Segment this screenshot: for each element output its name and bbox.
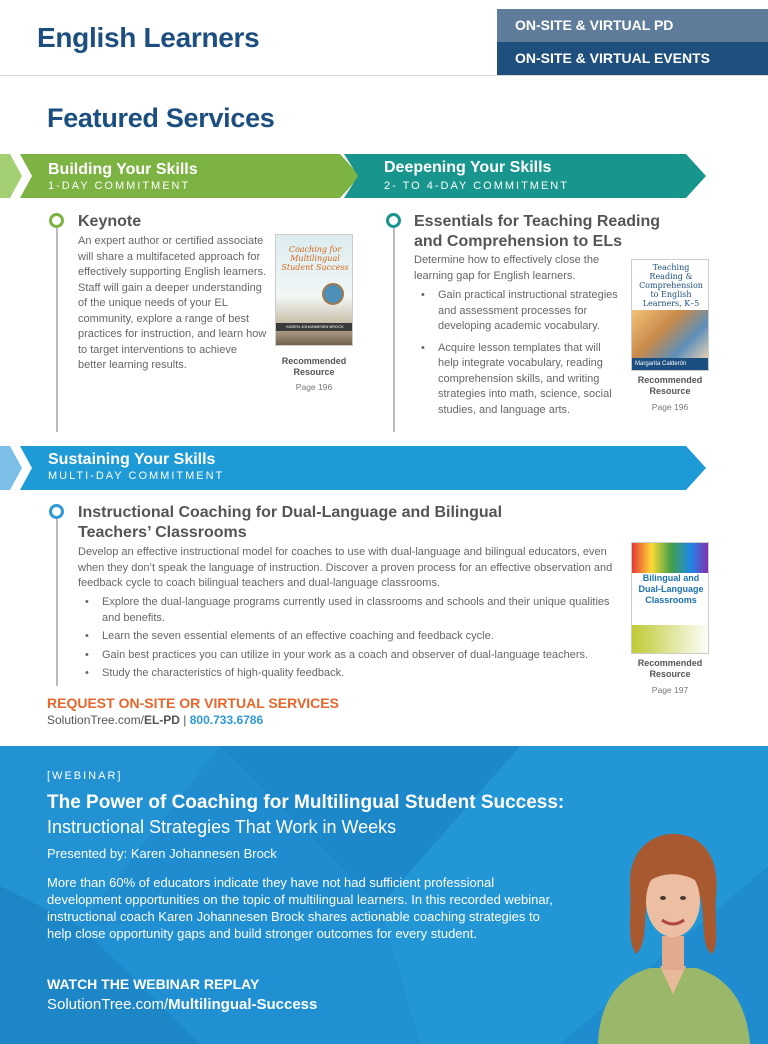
essentials-timeline: [393, 228, 395, 432]
book-cover-bilingual-dual-language[interactable]: [631, 542, 709, 654]
contact-separator: |: [183, 713, 187, 727]
coaching-bullet-list: [78, 595, 613, 685]
sustaining-banner-title: Sustaining Your Skills: [48, 451, 216, 468]
keynote-description: An expert author or certified associate will share a multifaceted approach for effectively supporting English learners. Staff will gain a deeper understanding of the unique needs of your EL community, explore a range of best practices for instruction, and learn how to target interventions to achieve better learning results.: [78, 235, 267, 371]
list-item: • Learn the seven essential elements of an effective coaching and feedback cycle.: [78, 629, 613, 645]
cover-pattern: [632, 543, 709, 573]
keynote-page-ref: Page 196: [295, 382, 333, 392]
coaching-recommended-label: Recommended Resource: [637, 658, 703, 679]
globe-icon: [322, 283, 344, 305]
webinar-url-prefix[interactable]: SolutionTree.com/: [47, 996, 169, 1013]
webinar-url-path[interactable]: Multilingual-Success: [168, 996, 318, 1013]
section-title: Featured Services: [47, 103, 275, 133]
list-item: • Gain best practices you can utilize in your work as a coach and observer of dual-language teachers.: [78, 648, 613, 664]
essentials-bullet-list: [414, 288, 624, 421]
coaching-page-ref: Page 197: [651, 685, 689, 695]
essentials-recommended-label: Recommended Resource: [637, 375, 703, 396]
list-item: • Acquire lesson templates that will help integrate vocabulary, reading comprehension skills, and writing strategies into math, science, social studies, and language arts.: [414, 341, 624, 419]
book-cover-coaching-multilingual[interactable]: [275, 234, 353, 346]
header-title: English Learners: [37, 22, 260, 53]
webinar-tag: [WEBINAR]: [47, 770, 123, 782]
book-author: KAREN JOHANNESEN BROCK: [276, 323, 353, 331]
sustaining-banner: [0, 446, 706, 490]
book-author: Margarita Calderón: [632, 358, 709, 371]
coaching-title: Instructional Coaching for Dual-Language and Bilingual Teachers’ Classrooms: [78, 504, 503, 541]
book-title: Coaching for Multilingual Student Success: [281, 245, 349, 272]
watch-replay-heading: WATCH THE WEBINAR REPLAY: [47, 976, 260, 992]
list-item: • Study the characteristics of high-quality feedback.: [78, 666, 613, 682]
services-url-prefix[interactable]: SolutionTree.com/: [47, 713, 144, 727]
coaching-description: Develop an effective instructional model for coaches to use with dual-language and bilingual educators, even when they don’t speak the language of instruction. Discover a proven process for an effective observation and feedback cycle to coach bilingual teachers and dual-language classrooms.: [78, 546, 613, 589]
coaching-timeline: [56, 519, 58, 686]
coaching-bullet-icon: [49, 504, 64, 519]
deepening-banner-title: Deepening Your Skills: [384, 159, 552, 176]
list-item: • Gain practical instructional strategies and assessment processes for developing academic vocabulary.: [414, 288, 624, 335]
building-banner-subtitle: 1-DAY COMMITMENT: [48, 180, 191, 192]
essentials-page-ref: Page 196: [651, 402, 689, 412]
webinar-presenter: Presented by: Karen Johannesen Brock: [47, 846, 277, 861]
building-banner: [0, 154, 360, 198]
building-banner-title: Building Your Skills: [48, 161, 198, 178]
webinar-url[interactable]: [47, 996, 317, 1013]
presenter-photo: [588, 826, 758, 1044]
book-title: Bilingual and Dual-Language Classrooms: [638, 573, 704, 605]
cover-footer: [632, 625, 709, 654]
essentials-title: Essentials for Teaching Reading and Comprehension to ELs: [414, 213, 660, 250]
tab-onsite-virtual-pd[interactable]: ON-SITE & VIRTUAL PD: [497, 9, 768, 42]
webinar-description: More than 60% of educators indicate they have not had sufficient professional development opportunities on the topic of multilingual learners. In this recorded webinar, instructional coach Karen Johannesen Brock shares actionable coaching strategies to help close opportunity gaps and build stronger outcomes for every student.: [47, 875, 553, 941]
webinar-title: The Power of Coaching for Multilingual Student Success:: [47, 792, 565, 813]
keynote-timeline: [56, 228, 58, 432]
webinar-subtitle: Instructional Strategies That Work in Weeks: [47, 817, 397, 837]
services-url-path[interactable]: EL-PD: [143, 713, 180, 727]
sustaining-banner-subtitle: MULTI-DAY COMMITMENT: [48, 470, 225, 482]
deepening-banner: [344, 154, 706, 198]
keynote-bullet-icon: [49, 213, 64, 228]
keynote-title: Keynote: [78, 213, 142, 230]
webinar-section: [0, 746, 768, 1044]
keynote-recommended-label: Recommended Resource: [281, 356, 347, 377]
essentials-description: Determine how to effectively close the learning gap for English learners.: [414, 254, 600, 282]
phone-number[interactable]: 800.733.6786: [189, 713, 264, 727]
essentials-bullet-icon: [386, 213, 401, 228]
book-cover-teaching-reading[interactable]: [631, 259, 709, 371]
book-title: Teaching Reading & Comprehension to English Learners, K–5: [639, 263, 703, 308]
request-services-contact: [47, 713, 263, 727]
list-item: • Explore the dual-language programs currently used in classrooms and schools and their unique qualities and benefits.: [78, 595, 613, 626]
students-photo: [632, 310, 709, 358]
page-header: [0, 0, 768, 76]
tab-onsite-virtual-events[interactable]: ON-SITE & VIRTUAL EVENTS: [497, 42, 768, 75]
request-services-heading: REQUEST ON-SITE OR VIRTUAL SERVICES: [47, 695, 339, 711]
deepening-banner-subtitle: 2- TO 4-DAY COMMITMENT: [384, 180, 569, 192]
